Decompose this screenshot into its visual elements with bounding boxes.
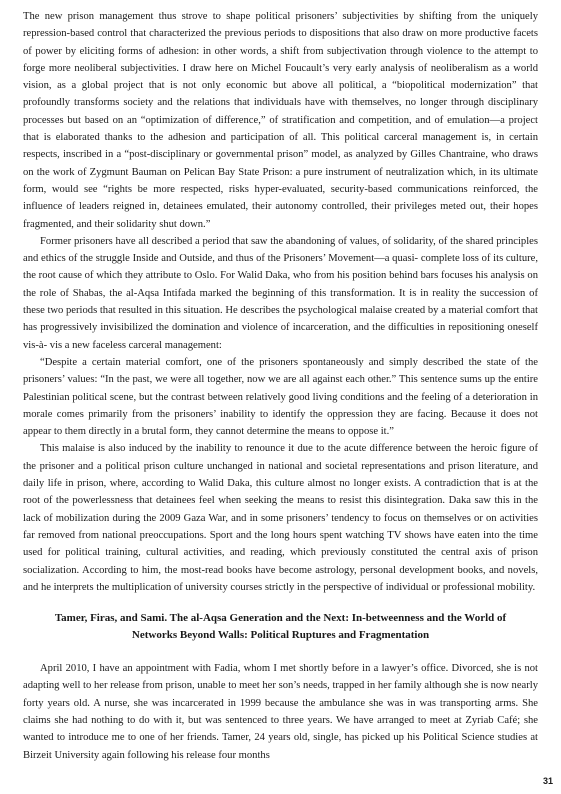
body-paragraph: April 2010, I have an appointment with Fadia, whom I met shortly before in a lawyer’s office. Divorced, she is not adapting well to her release from prison, unable to meet her son’s needs, trapped in her family although she is now nearly forty years old. A nurse, she was incarcerated in 1999 because the ambulance she was in was transporting arms. She claims she had nothing to do with it, but was sentenced to three years. We have arranged to meet at Zyriab Café; she wanted to introduce me to one of her friends. Tamer, 24 years old, single, has picked up his Political Science studies at Birzeit University again following his release four months [23,663,538,761]
document-page [23,8,538,764]
page-number: 31 [542,776,553,786]
section-heading: Tamer, Firas, and Sami. The al-Aqsa Generation and the Next: In-betweenness and the World of Networks Beyond Walls: Political Ruptures and Fragmentation [54,612,507,642]
block-quote: “Despite a certain material comfort, one of the prisoners spontaneously and simply described the state of the prisoners’ values: “In the past, we were all together, now we are all against each other.” This sentence sums up the entire Palestinian political scene, but the contrast between relatively good living conditions and the feeling of a deterioration in morale comes primarily from the prisoners’ inability to identify the oppression they are facing. Because it does not appear to them directly in a brutal form, they cannot determine the means to oppose it.” [23,356,538,438]
body-paragraph: The new prison management thus strove to shape political prisoners’ subjectivities by shifting from the uniquely repression-based control that characterized the previous periods to dispositions that also draw on more productive facets of power by eliciting forms of adhesion: in other words, a shift from subjectivation through violence to the attempt to forge more neoliberal subjectivities. I draw here on Michel Foucault’s very early analysis of neoliberalism as a world vision, as a global project that is not only economic but above all political, a “biopolitical modernization” that profoundly transforms society and the relations that individuals have with themselves, no longer through disciplinary processes but based on an “optimization of difference,” of stratification and competition, and of emulation—a project that is elaborated thanks to the adhesion and participation of all. This political carceral management is, in certain respects, inscribed in a “post-disciplinary or governmental prison” model, as analyzed by Gilles Chantraine, who draws on the work of Zygmunt Bauman on Pelican Bay State Prison: a pure instrument of neutralization which, in its ultimate form, would see “rights be more respected, risks hyper-evaluated, security-based communications reinforced, the influence of leaders reigned in, detainees emulated, their autonomy controlled, their privileges meted out, their hopes fragmented, and their solidarity shut down.” [23,11,538,230]
body-paragraph: Former prisoners have all described a period that saw the abandoning of values, of solidarity, of the shared principles and ethics of the struggle Inside and Outside, and thus of the Prisoners’ Movement—a quasi- complete loss of its culture, the root cause of which they attribute to Oslo. For Walid Daka, who from his position behind bars focuses his analysis on the role of Shabas, the al-Aqsa Intifada marked the beginning of this transformation. It is in reality the succession of these two periods that resulted in this situation. He describes the psychological malaise created by a material comfort that has progressively invisibilized the domination and violence of incarceration, and the difficulties in repositioning oneself vis-à- vis a new faceless carceral management: [23,235,538,351]
body-paragraph: This malaise is also induced by the inability to renounce it due to the acute difference between the heroic figure of the prisoner and a political prison culture unchanged in national and societal representations and prison literature, and daily life in prison, where, according to Walid Daka, this culture almost no longer exists. A contradiction that is at the root of the powerlessness that detainees feel when seeking the means to resist this disintegration. Daka saw this in the lack of mobilization during the 2009 Gaza War, and in some prisoners’ tendency to focus on themselves or on activities far removed from national preoccupations. Sport and the long hours spent watching TV shows have eaten into the time used for political training, cultural activities, and reading, which previously constituted the central axis of prison socialization. According to him, the most-read books have become astrology, personal development books, and novels, and he interprets the multiplication of university courses strictly in the perspective of individual or professional mobility. [23,443,538,593]
